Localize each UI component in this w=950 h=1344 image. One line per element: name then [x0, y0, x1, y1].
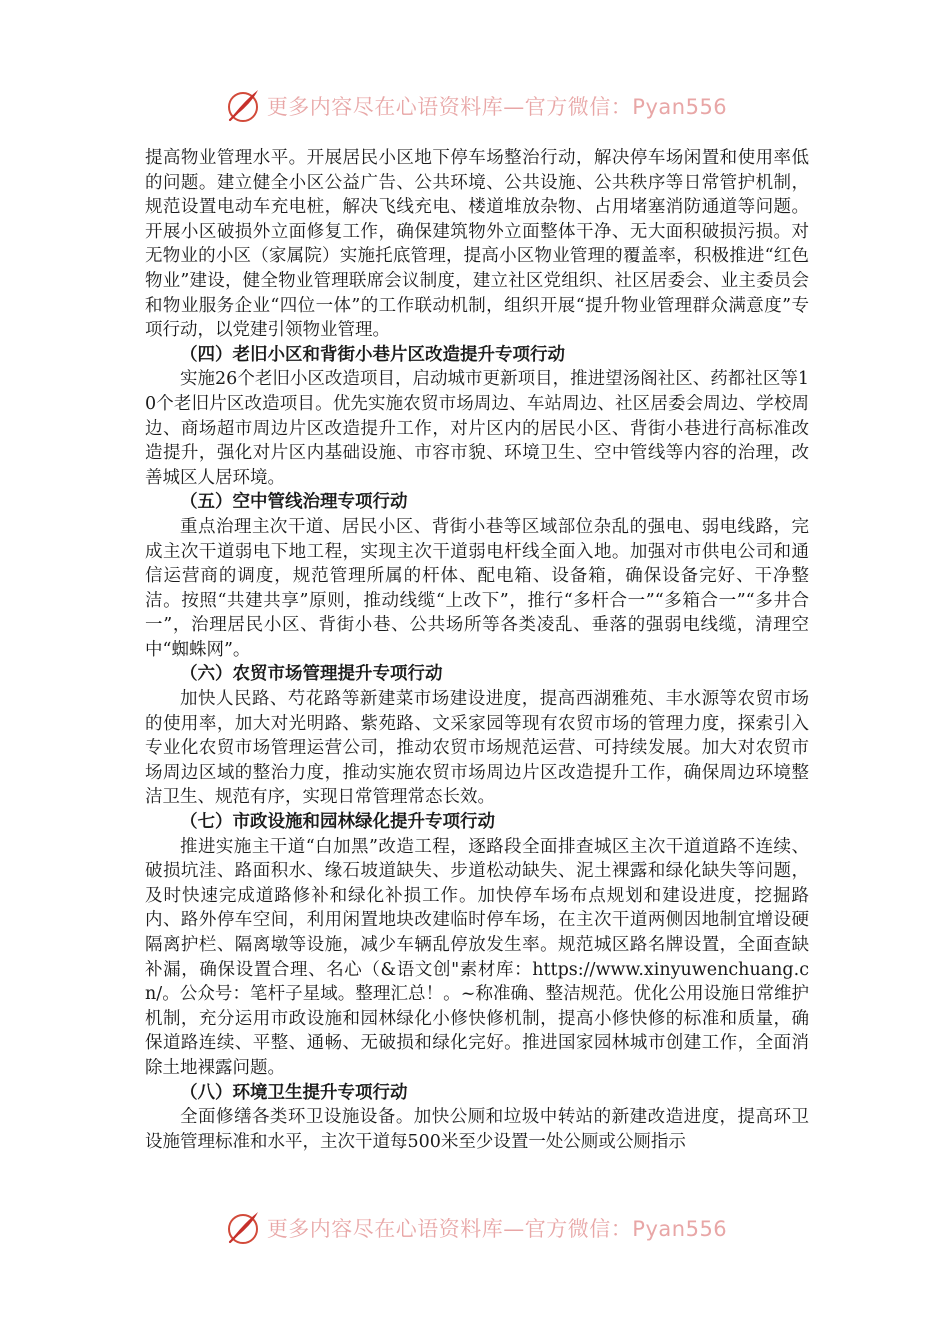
paragraph-section-6: 加快人民路、芍花路等新建菜市场建设进度，提高西湖雅苑、丰水源等农贸市场的使用率，加大对光明路、紫苑路、文采家园等现有农贸市场的管理力度，探索引入专业化农贸市场管理运营公司，推动农贸市场规范运营、可持续发展。加大对农贸市场周边区域的整治力度，推动实施农贸市场周边片区改造提升工作，确保周边环境整洁卫生、规范有序，实现日常管理常态长效。: [145, 689, 809, 808]
paragraph-section-8: 全面修缮各类环卫设施设备。加快公厕和垃圾中转站的新建改造进度，提高环卫设施管理标准和水平，主次干道每500米至少设置一处公厕或公厕指示: [145, 1107, 809, 1152]
heading-section-6: （六）农贸市场管理提升专项行动: [180, 664, 443, 685]
header-banner-text: 更多内容尽在心语资料库—官方微信：Pyan556: [266, 95, 728, 119]
paragraph-section-4: 实施26个老旧小区改造项目，启动城市更新项目，推进望汤阁社区、药都社区等10个老旧片区改造项目。优先实施农贸市场周边、车站周边、社区居委会周边、学校周边、商场超市周边片区改造提升工作，对片区内的居民小区、背街小巷进行高标准改造提升，强化对片区内基础设施、市容市貌、环境卫生、空中管线等内容的治理，改善城区人居环境。: [145, 369, 809, 488]
header-banner: [0, 86, 950, 126]
quill-logo-icon: [223, 86, 263, 126]
paragraph-section-5: 重点治理主次干道、居民小区、背街小巷等区域部位杂乱的强电、弱电线路，完成主次干道弱电下地工程，实现主次干道弱电杆线全面入地。加强对市供电公司和通信运营商的调度，规范管理所属的杆体、配电箱、设备箱，确保设备完好、干净整洁。按照“共建共享”原则，推动线缆“上改下”，推行“多杆合一”“多箱合一”“多井合一”，治理居民小区、背街小巷、公共场所等各类凌乱、垂落的强弱电线缆，清理空中“蜘蛛网”。: [145, 516, 809, 660]
heading-section-8: （八）环境卫生提升专项行动: [180, 1082, 408, 1103]
footer-banner-text: 更多内容尽在心语资料库—官方微信：Pyan556: [266, 1217, 728, 1241]
quill-logo-icon: [223, 1208, 263, 1248]
document-body: [145, 146, 809, 1154]
paragraph-property-management: 提高物业管理水平。开展居民小区地下停车场整治行动，解决停车场闲置和使用率低的问题。建立健全小区公益广告、公共环境、公共设施、公共秩序等日常管护机制，规范设置电动车充电桩，解决飞线充电、楼道堆放杂物、占用堵塞消防通道等问题。开展小区破损外立面修复工作，确保建筑物外立面整体干净、无大面积破损污损。对无物业的小区（家属院）实施托底管理，提高小区物业管理的覆盖率，积极推进“红色物业”建设，健全物业管理联席会议制度，建立社区党组织、社区居委会、业主委员会和物业服务企业“四位一体”的工作联动机制，组织开展“提升物业管理群众满意度”专项行动，以党建引领物业管理。: [145, 148, 809, 341]
footer-banner: [0, 1208, 950, 1248]
paragraph-section-7: 推进实施主干道“白加黑”改造工程，逐路段全面排查城区主次干道道路不连续、破损坑洼、路面积水、缘石坡道缺失、步道松动缺失、泥土裸露和绿化缺失等问题，及时快速完成道路修补和绿化补损工作。加快停车场布点规划和建设进度，挖掘路内、路外停车空间，利用闲置地块改建临时停车场，在主次干道两侧因地制宜增设硬隔离护栏、隔离墩等设施，减少车辆乱停放发生率。规范城区路名牌设置，全面查缺补漏，确保设置合理、名心（&语文创"素材库：https://www.xinyuwenchuang.cn/。公众号：笔杆子星域。整理汇总！。~称准确、整洁规范。优化公用设施日常维护机制，充分运用市政设施和园林绿化小修快修机制，提高小修快修的标准和质量，确保道路连续、平整、通畅、无破损和绿化完好。推进国家园林城市创建工作，全面消除土地裸露问题。: [145, 836, 809, 1078]
heading-section-4: （四）老旧小区和背街小巷片区改造提升专项行动: [180, 344, 565, 365]
heading-section-7: （七）市政设施和园林绿化提升专项行动: [180, 812, 495, 833]
heading-section-5: （五）空中管线治理专项行动: [180, 492, 408, 513]
